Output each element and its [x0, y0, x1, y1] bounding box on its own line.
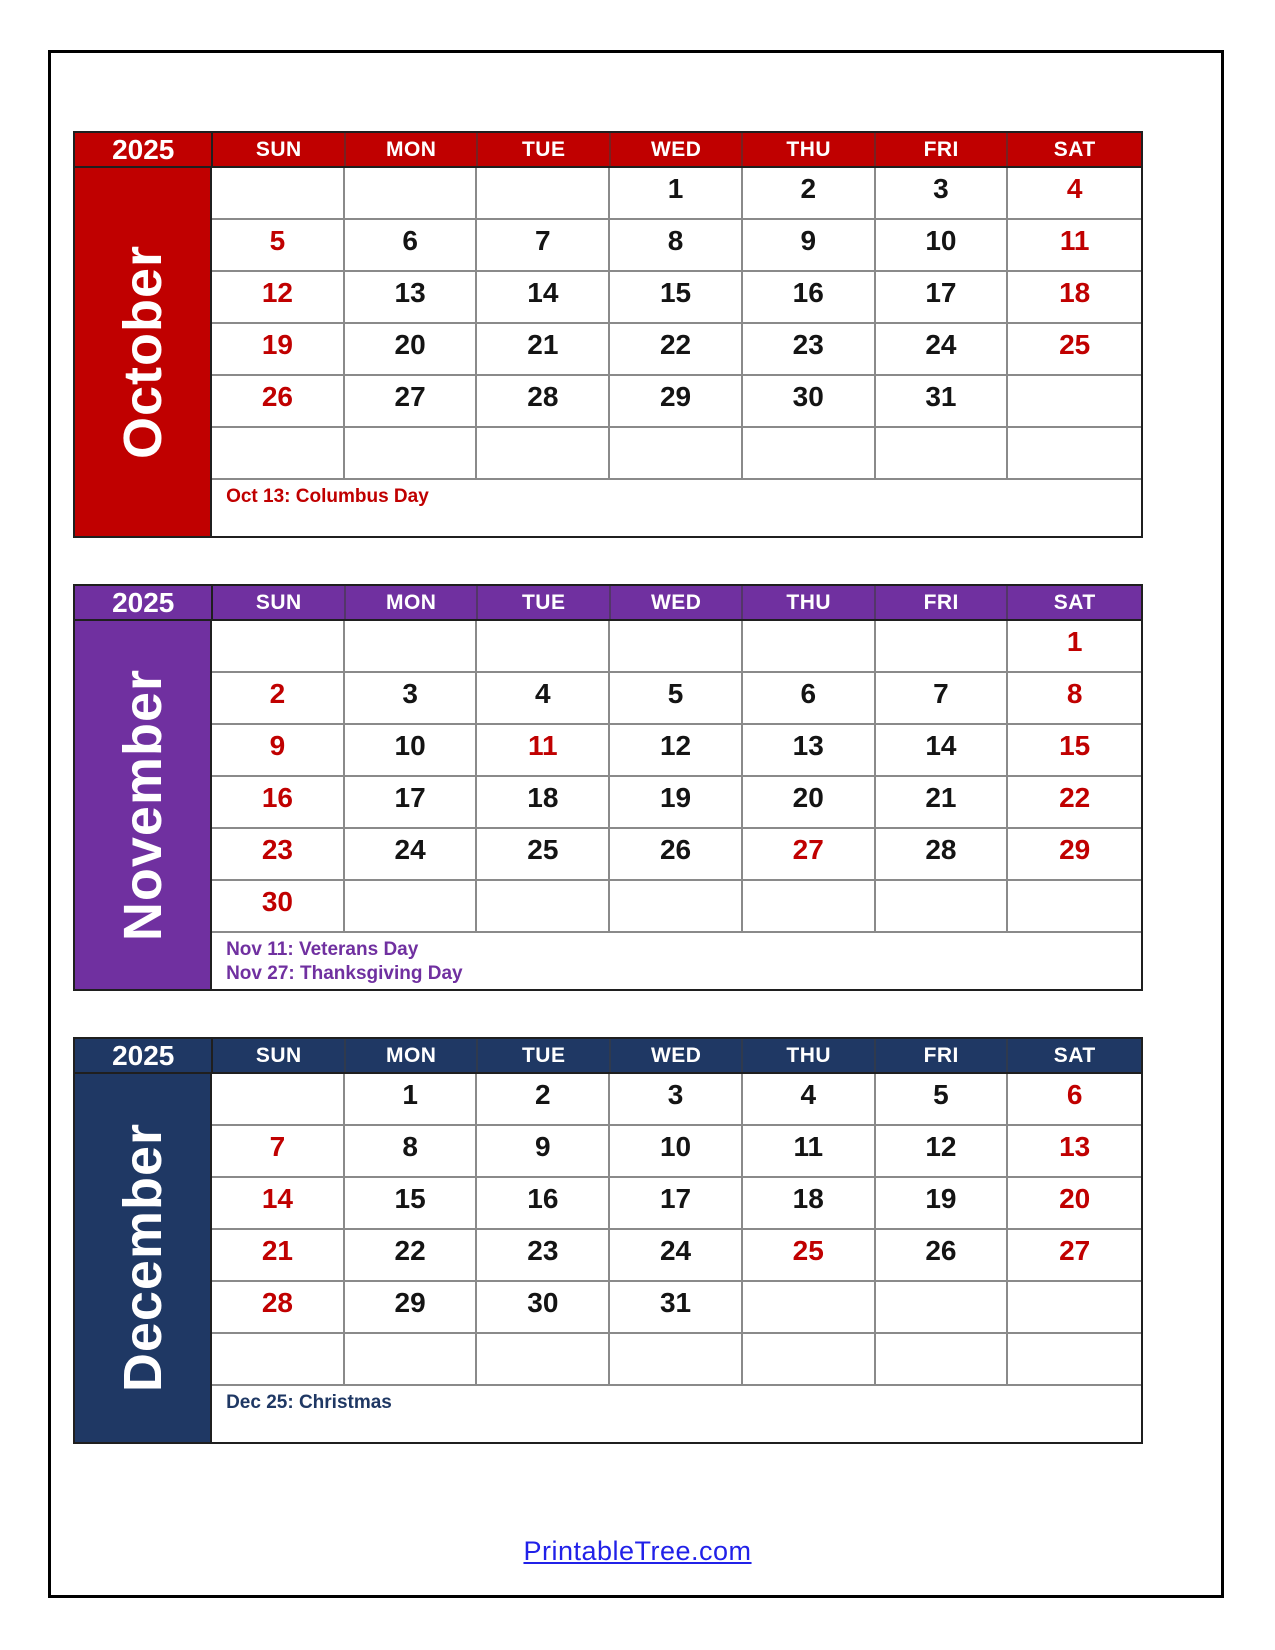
- day-cell-31: 31: [876, 376, 1009, 426]
- day-cell-9: 9: [743, 220, 876, 270]
- weekday-header-tue: TUE: [478, 133, 611, 166]
- day-cell-6: 6: [743, 673, 876, 723]
- day-cell-empty: [345, 1334, 478, 1384]
- day-cell-7: 7: [876, 673, 1009, 723]
- day-cell-11: 11: [743, 1126, 876, 1176]
- day-cell-6: 6: [1066, 1079, 1083, 1110]
- day-cell-22: 22: [1059, 782, 1091, 813]
- day-cell-empty: [1008, 428, 1141, 478]
- day-cell-13: 13: [345, 272, 478, 322]
- day-cell-31: 31: [610, 1282, 743, 1332]
- footer: [0, 1536, 1275, 1567]
- day-cell-empty: [1008, 1282, 1141, 1332]
- day-cell-empty: [610, 1334, 743, 1384]
- weekday-header-thu: THU: [743, 586, 876, 619]
- day-cell-23: 23: [212, 829, 345, 879]
- weekday-header-row: [75, 1039, 1141, 1072]
- month-title-october: October: [112, 244, 173, 460]
- day-cell-30: 30: [212, 881, 345, 931]
- weekday-header-tue: TUE: [478, 1039, 611, 1072]
- day-cell-empty: [610, 428, 743, 478]
- week-row: [212, 673, 1141, 725]
- week-row: [212, 272, 1141, 324]
- weekday-header-mon: MON: [346, 133, 479, 166]
- month-column: [75, 621, 212, 989]
- month-column: [75, 1074, 212, 1442]
- day-cell-29: 29: [610, 376, 743, 426]
- day-cell-23: 23: [743, 324, 876, 374]
- day-cell-empty: [610, 881, 743, 931]
- day-cell-5: 5: [610, 673, 743, 723]
- day-cell-empty: [477, 1334, 610, 1384]
- day-cell-7: 7: [477, 220, 610, 270]
- day-cell-26: 26: [876, 1230, 1009, 1280]
- day-cell-empty: [212, 1074, 345, 1124]
- day-cell-9: 9: [477, 1126, 610, 1176]
- day-cell-4: 4: [743, 1074, 876, 1124]
- day-cell-10: 10: [345, 725, 478, 775]
- day-cell-15: 15: [610, 272, 743, 322]
- footer-site-link[interactable]: PrintableTree.com: [523, 1536, 752, 1566]
- weekday-header-fri: FRI: [876, 133, 1009, 166]
- day-cell-6: 6: [345, 220, 478, 270]
- day-cell-22: 22: [610, 324, 743, 374]
- day-cell-13: 13: [743, 725, 876, 775]
- day-cell-7: 7: [212, 1126, 345, 1176]
- weekday-header-mon: MON: [346, 586, 479, 619]
- weekday-header-sun: SUN: [213, 586, 346, 619]
- week-row: [212, 220, 1141, 272]
- day-cell-10: 10: [610, 1126, 743, 1176]
- day-cell-19: 19: [212, 324, 345, 374]
- year-label: 2025: [75, 1039, 213, 1072]
- day-cell-25: 25: [477, 829, 610, 879]
- week-row: [212, 725, 1141, 777]
- day-cell-18: 18: [743, 1178, 876, 1228]
- day-cell-empty: [876, 1282, 1009, 1332]
- day-cell-empty: [743, 1282, 876, 1332]
- day-cell-2: 2: [477, 1074, 610, 1124]
- year-label: 2025: [75, 586, 213, 619]
- day-cell-21: 21: [477, 324, 610, 374]
- month-body: [75, 166, 1141, 536]
- day-cell-14: 14: [876, 725, 1009, 775]
- year-label: 2025: [75, 133, 213, 166]
- day-cell-28: 28: [477, 376, 610, 426]
- day-cell-12: 12: [876, 1126, 1009, 1176]
- week-row: [212, 1282, 1141, 1334]
- day-cell-1: 1: [1066, 626, 1083, 657]
- day-cell-17: 17: [610, 1178, 743, 1228]
- day-cell-23: 23: [477, 1230, 610, 1280]
- weekday-header-wed: WED: [611, 1039, 744, 1072]
- month-title-december: December: [112, 1123, 173, 1393]
- weekday-header-mon: MON: [346, 1039, 479, 1072]
- day-grid: [212, 1074, 1141, 1442]
- holiday-note: Dec 25: Christmas: [226, 1392, 392, 1413]
- week-row: [212, 829, 1141, 881]
- week-row: [212, 1230, 1141, 1282]
- day-cell-empty: [345, 621, 478, 671]
- day-cell-empty: [212, 428, 345, 478]
- month-calendar-december: [73, 1037, 1143, 1444]
- day-cell-16: 16: [477, 1178, 610, 1228]
- day-cell-24: 24: [345, 829, 478, 879]
- day-cell-19: 19: [876, 1178, 1009, 1228]
- day-cell-29: 29: [345, 1282, 478, 1332]
- day-cell-17: 17: [876, 272, 1009, 322]
- day-cell-empty: [477, 621, 610, 671]
- day-cell-empty: [876, 1334, 1009, 1384]
- month-body: [75, 619, 1141, 989]
- day-cell-empty: [477, 428, 610, 478]
- day-cell-empty: [743, 428, 876, 478]
- day-cell-16: 16: [212, 777, 345, 827]
- day-cell-empty: [876, 621, 1009, 671]
- weekday-header-thu: THU: [743, 1039, 876, 1072]
- day-cell-25: 25: [1059, 329, 1091, 360]
- day-cell-empty: [477, 168, 610, 218]
- day-cell-empty: [212, 1334, 345, 1384]
- day-cell-26: 26: [212, 376, 345, 426]
- day-cell-25: 25: [743, 1230, 876, 1280]
- day-cell-empty: [743, 881, 876, 931]
- day-cell-22: 22: [345, 1230, 478, 1280]
- day-cell-11: 11: [1059, 225, 1090, 256]
- weekday-header-sun: SUN: [213, 1039, 346, 1072]
- day-cell-18: 18: [477, 777, 610, 827]
- day-grid: [212, 168, 1141, 536]
- week-row: [212, 376, 1141, 428]
- day-cell-empty: [345, 428, 478, 478]
- month-column: [75, 168, 212, 536]
- week-row: [212, 1178, 1141, 1230]
- day-cell-28: 28: [876, 829, 1009, 879]
- day-cell-8: 8: [610, 220, 743, 270]
- day-cell-empty: [477, 881, 610, 931]
- day-cell-21: 21: [876, 777, 1009, 827]
- holiday-notes: [212, 1386, 1141, 1442]
- month-body: [75, 1072, 1141, 1442]
- weekday-header-sat: SAT: [1008, 1039, 1141, 1072]
- weekday-header-sun: SUN: [213, 133, 346, 166]
- day-cell-empty: [743, 621, 876, 671]
- day-cell-20: 20: [743, 777, 876, 827]
- day-cell-4: 4: [1066, 173, 1083, 204]
- holiday-note: Nov 27: Thanksgiving Day: [226, 963, 463, 984]
- month-calendar-october: [73, 131, 1143, 538]
- holiday-notes: [212, 480, 1141, 536]
- day-cell-14: 14: [477, 272, 610, 322]
- day-cell-3: 3: [876, 168, 1009, 218]
- day-cell-12: 12: [610, 725, 743, 775]
- weekday-header-wed: WED: [611, 586, 744, 619]
- day-cell-empty: [876, 881, 1009, 931]
- day-grid: [212, 621, 1141, 989]
- day-cell-empty: [212, 621, 345, 671]
- day-cell-empty: [345, 881, 478, 931]
- weekday-header-wed: WED: [611, 133, 744, 166]
- day-cell-20: 20: [345, 324, 478, 374]
- weekday-header-fri: FRI: [876, 1039, 1009, 1072]
- day-cell-empty: [212, 168, 345, 218]
- week-row: [212, 1126, 1141, 1178]
- day-cell-5: 5: [876, 1074, 1009, 1124]
- weekday-header-sat: SAT: [1008, 586, 1141, 619]
- month-calendar-november: [73, 584, 1143, 991]
- week-row: [212, 881, 1141, 933]
- day-cell-3: 3: [610, 1074, 743, 1124]
- day-cell-1: 1: [345, 1074, 478, 1124]
- day-cell-empty: [610, 621, 743, 671]
- holiday-note: Oct 13: Columbus Day: [226, 486, 429, 507]
- day-cell-15: 15: [1059, 730, 1091, 761]
- month-title-november: November: [112, 668, 173, 942]
- day-cell-18: 18: [1059, 277, 1091, 308]
- week-row: [212, 777, 1141, 829]
- day-cell-10: 10: [876, 220, 1009, 270]
- week-row: [212, 324, 1141, 376]
- day-cell-empty: [876, 428, 1009, 478]
- weekday-header-thu: THU: [743, 133, 876, 166]
- day-cell-11: 11: [477, 725, 610, 775]
- day-cell-8: 8: [345, 1126, 478, 1176]
- day-cell-9: 9: [212, 725, 345, 775]
- day-cell-5: 5: [212, 220, 345, 270]
- day-cell-2: 2: [743, 168, 876, 218]
- day-cell-29: 29: [1059, 834, 1091, 865]
- day-cell-21: 21: [212, 1230, 345, 1280]
- day-cell-3: 3: [345, 673, 478, 723]
- day-cell-1: 1: [610, 168, 743, 218]
- day-cell-2: 2: [212, 673, 345, 723]
- day-cell-4: 4: [477, 673, 610, 723]
- day-cell-27: 27: [345, 376, 478, 426]
- day-cell-19: 19: [610, 777, 743, 827]
- week-row: [212, 1334, 1141, 1386]
- holiday-note: Nov 11: Veterans Day: [226, 939, 419, 960]
- week-row: [212, 1074, 1141, 1126]
- weekday-header-row: [75, 586, 1141, 619]
- day-cell-12: 12: [212, 272, 345, 322]
- day-cell-17: 17: [345, 777, 478, 827]
- day-cell-30: 30: [477, 1282, 610, 1332]
- day-cell-30: 30: [743, 376, 876, 426]
- day-cell-8: 8: [1066, 678, 1083, 709]
- day-cell-26: 26: [610, 829, 743, 879]
- day-cell-empty: [1008, 1334, 1141, 1384]
- day-cell-27: 27: [743, 829, 876, 879]
- weekday-header-row: [75, 133, 1141, 166]
- day-cell-16: 16: [743, 272, 876, 322]
- week-row: [212, 621, 1141, 673]
- day-cell-empty: [345, 168, 478, 218]
- week-row: [212, 428, 1141, 480]
- day-cell-20: 20: [1059, 1183, 1091, 1214]
- holiday-notes: [212, 933, 1141, 989]
- day-cell-24: 24: [876, 324, 1009, 374]
- weekday-header-tue: TUE: [478, 586, 611, 619]
- day-cell-24: 24: [610, 1230, 743, 1280]
- day-cell-13: 13: [1059, 1131, 1091, 1162]
- day-cell-empty: [1008, 376, 1141, 426]
- weekday-header-sat: SAT: [1008, 133, 1141, 166]
- day-cell-empty: [743, 1334, 876, 1384]
- day-cell-28: 28: [212, 1282, 345, 1332]
- day-cell-15: 15: [345, 1178, 478, 1228]
- weekday-header-fri: FRI: [876, 586, 1009, 619]
- day-cell-14: 14: [212, 1178, 345, 1228]
- week-row: [212, 168, 1141, 220]
- day-cell-27: 27: [1059, 1235, 1091, 1266]
- day-cell-empty: [1008, 881, 1141, 931]
